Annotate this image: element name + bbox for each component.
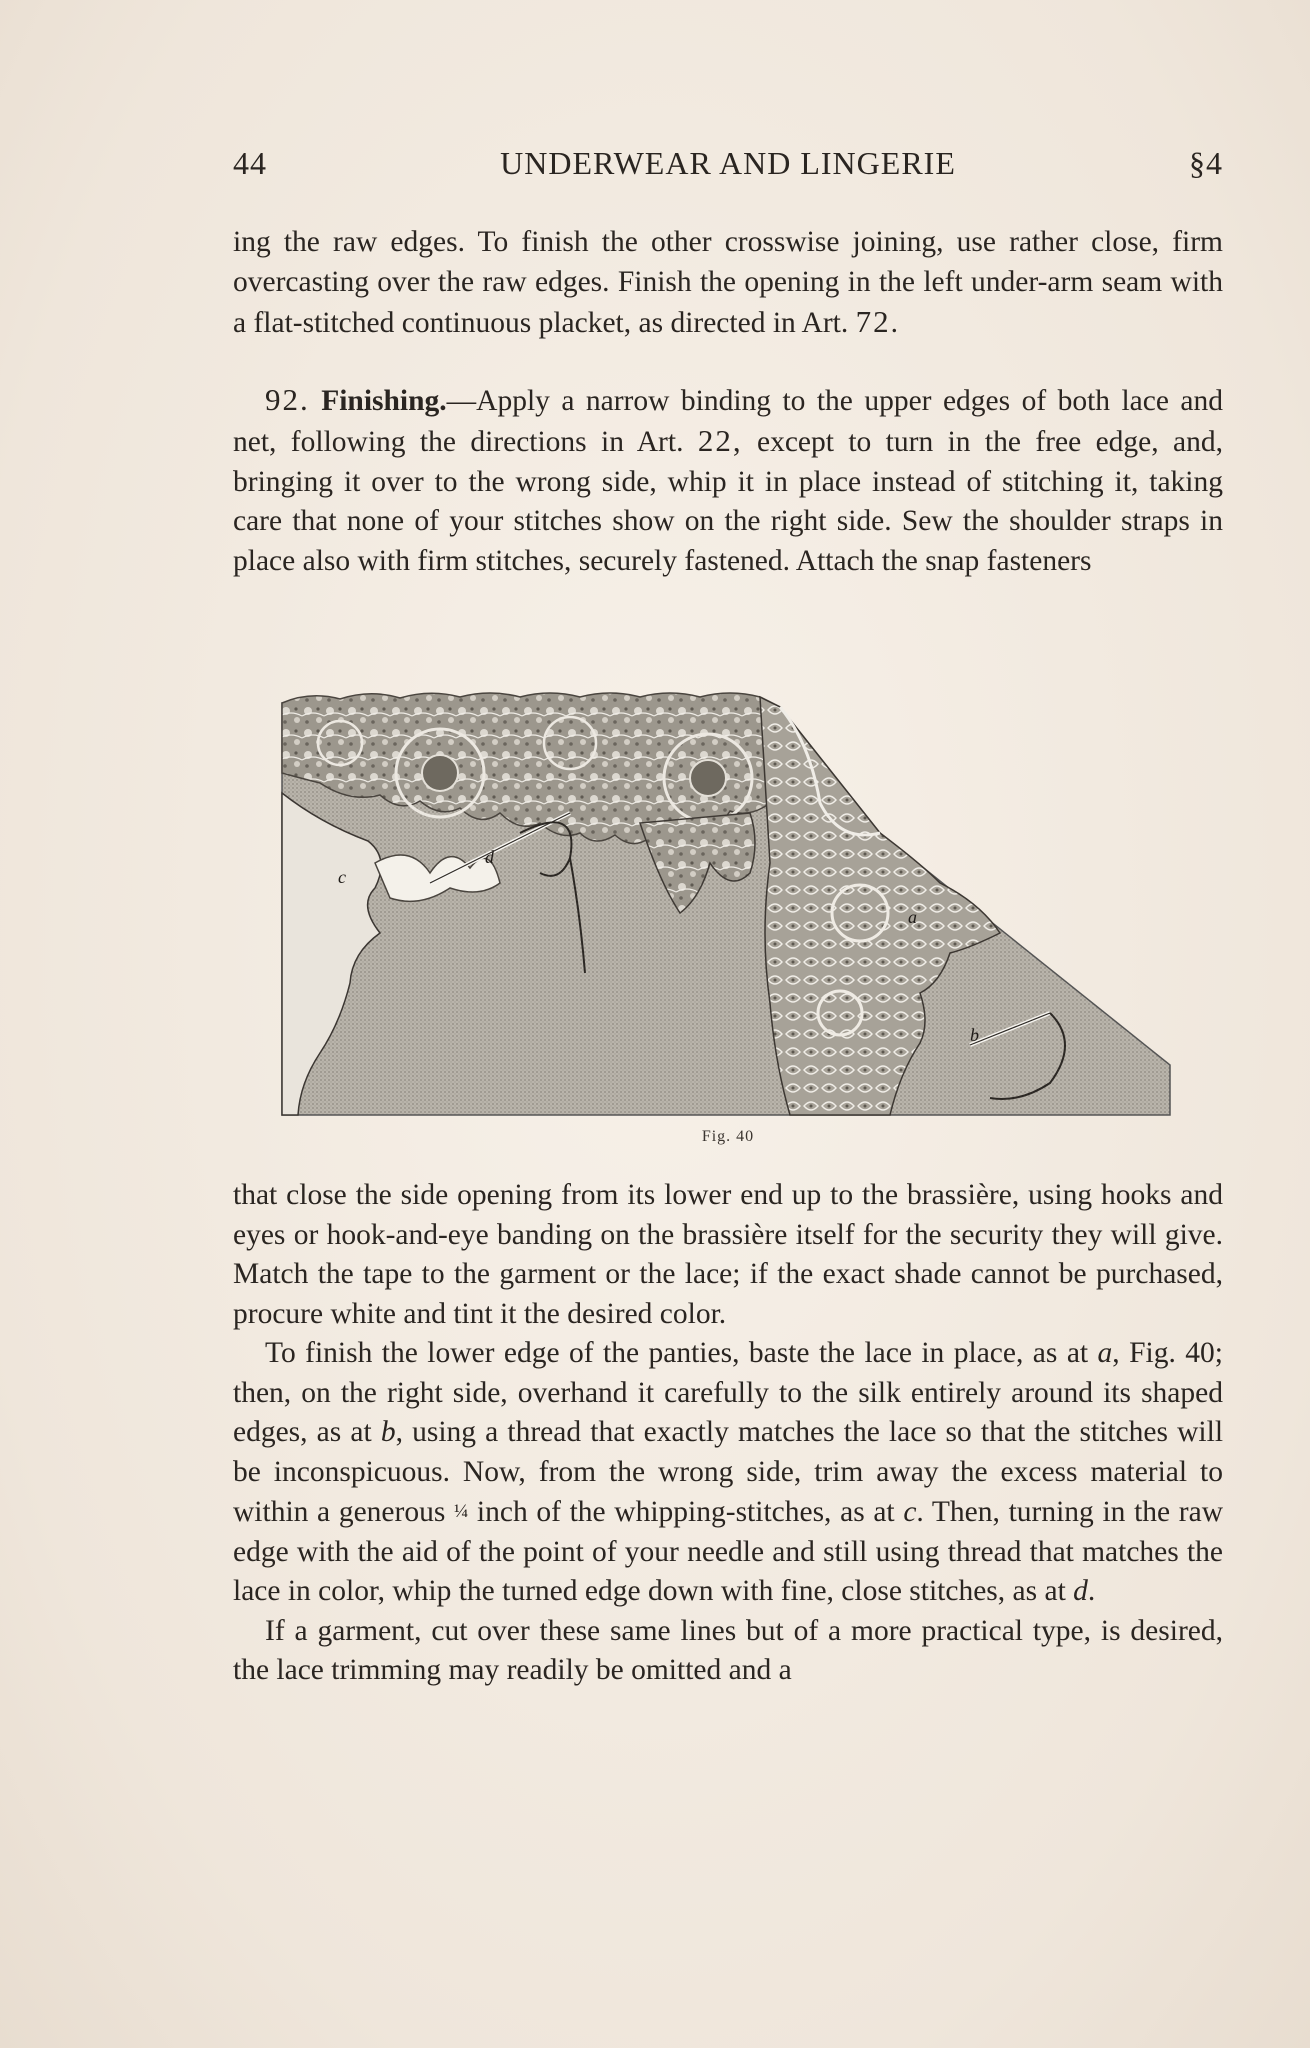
- figure-caption: Fig. 40: [701, 1128, 755, 1145]
- paragraph-practical-type: If a garment, cut over these same lines but of a more practical type, is desired, the lace trimming may readily be omitted and a: [233, 1614, 1223, 1686]
- article-reference: 22,: [697, 423, 743, 458]
- paragraph-continuation: ing the raw edges. To finish the other crosswise joining, use rather close, firm overcasting over the raw edges. Finish the opening in the left under-arm seam with a flat-stitched continuous placket, as directed in Art. 72.: [233, 226, 1223, 339]
- running-header: [233, 145, 1223, 189]
- figure-lace-illustration: [280, 683, 1173, 1118]
- paragraph-lower-edge: To finish the lower edge of the panties, baste the lace in place, as at a, Fig. 40; then, on the right side, overhand it carefully to the silk entirely around its shaped edges, as at b, using a thread that exactly matches the lace so that the stitches will be inconspicuous. Now, from the wrong side, trim away the excess material to within a generous ¼ inch of the whipping-stitches, as at c. Then, turning in the raw edge with the aid of the point of your needle and still using thread that matches the lace in color, whip the turned edge down with fine, close stitches, as at d.: [233, 1337, 1224, 1607]
- figure-label-d: d: [485, 847, 494, 867]
- figure-label-a: a: [908, 907, 917, 927]
- page-number: 44: [233, 145, 267, 181]
- figure-label-c: c: [338, 867, 346, 887]
- article-reference: 72: [855, 304, 891, 339]
- text-block-bottom: [233, 1176, 1223, 1691]
- lace-engraving: [280, 683, 1173, 1118]
- article-number: 92.: [265, 381, 310, 417]
- figure-label-b: b: [970, 1025, 979, 1045]
- paragraph-finishing: 92. Finishing.—Apply a narrow binding to the upper edges of both lace and net, following the directions in Art. 22, except to turn in the free edge, and, bringing it over to the wrong side, whip it in place instead of stitching it, taking care that none of your stitches show on the right side. Sew the shoulder straps in place also with firm stitches, securely fastened. Attach the snap fasteners: [233, 381, 1223, 577]
- article-heading: Finishing.: [321, 384, 447, 417]
- paragraph-continued: that close the side opening from its lower end up to the brassière, using hooks and eyes or hook-and-eye banding on the brassière itself for the security they will give. Match the tape to the garment or the lace; if the exact shade cannot be purchased, procure white and tint it the desired color.: [233, 1179, 1223, 1330]
- section-number: §4: [1189, 145, 1223, 181]
- text-block-top: [233, 223, 1223, 581]
- running-title: UNDERWEAR AND LINGERIE: [500, 145, 956, 181]
